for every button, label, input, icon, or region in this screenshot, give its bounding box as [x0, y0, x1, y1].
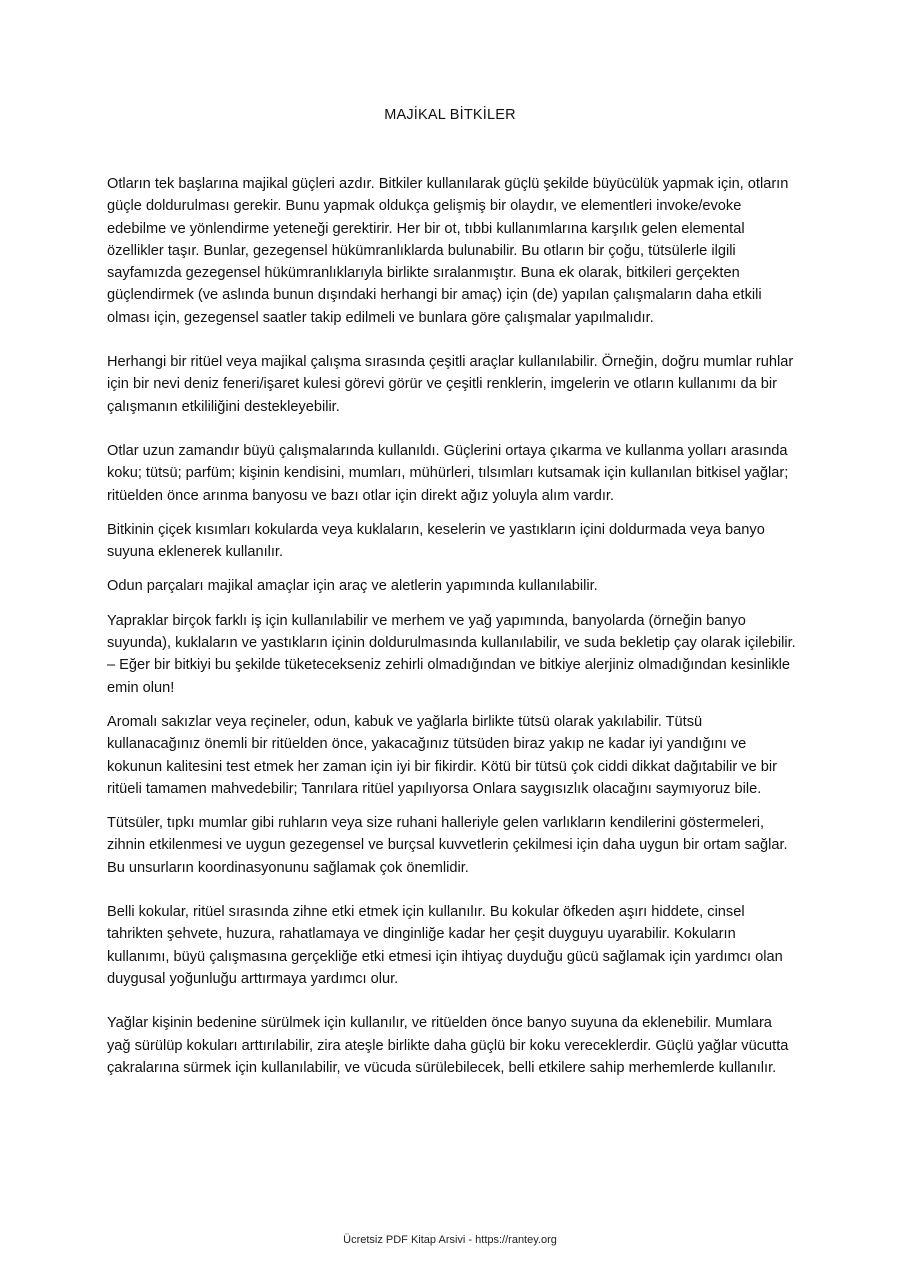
paragraph: Yağlar kişinin bedenine sürülmek için kullanılır, ve ritüelden önce banyo suyuna da eklenebilir. Mumlara yağ sürülüp kokuları arttırılabilir, zira ateşle birlikte daha güçlü bir koku vereceklerdir. Güçlü yağlar vücutta çakralarına sürmek için kullanılabilir, ve vücuda sürülebilecek, belli etkilere sahip merhemlerde kullanılır. [107, 1015, 789, 1076]
paragraph: Otlar uzun zamandır büyü çalışmalarında kullanıldı. Güçlerini ortaya çıkarma ve kullanma yolları arasında koku; tütsü; parfüm; kişinin kendisini, mumları, mühürleri, tılsımları kutsamak için kullanılan bitkisel yağlar; ritüelden önce arınma banyosu ve bazı otlar için direkt ağız yoluyla alım vardır. [107, 442, 789, 504]
paragraph: Aromalı sakızlar veya reçineler, odun, kabuk ve yağlarla birlikte tütsü olarak yakılabilir. Tütsü kullanacağınız önemli bir ritüelden önce, yakacağınız tütsüden biraz yakıp ne kadar iyi yandığını ve kokunun kalitesini test etmek her zaman için iyi bir fikirdir. Kötü bir tütsü çok ciddi dikkat dağıtabilir ve bir ritüeli tamamen mahvedebilir; Tanrılara ritüel yapılıyorsa Onlara saygısızlık olacağını saymıyoruz bile. [107, 713, 777, 797]
document-title: MAJİKAL BİTKİLER [384, 107, 516, 123]
paragraph: Yapraklar birçok farklı iş için kullanılabilir ve merhem ve yağ yapımında, banyolarda (örneğin banyo suyunda), kuklaların ve yastıkların içinin doldurulmasında kullanılabilir, ve suda bekletip çay olarak içilebilir. – Eğer bir bitkiyi bu şekilde tüketecekseniz zehirli olmadığından ve bitkiye alerjiniz olmadığından kesinlikle emin olun! [107, 612, 796, 696]
document-body [107, 173, 797, 1079]
paragraph: Belli kokular, ritüel sırasında zihne etki etmek için kullanılır. Bu kokular öfkeden aşırı hiddete, cinsel tahrikten şehvete, huzura, rahatlamaya ve dinginliğe kadar her çeşit duyguyu uyarabilir. Kokuların kullanımı, büyü çalışmasına gerçekliğe etki etmesi için ihtiyaç duyduğu gücü sağlamak için yardımcı olan duygusal yoğunluğu arttırmaya yardımcı olur. [107, 904, 783, 987]
paragraph: Tütsüler, tıpkı mumlar gibi ruhların veya size ruhani halleriyle gelen varlıkların kendilerini göstermeleri, zihnin etkilenmesi ve uygun gezegensel ve burçsal kuvvetlerin çekilmesi için daha uygun bir ortam sağlar. Bu unsurların koordinasyonunu sağlamak çok önemlidir. [107, 815, 788, 876]
page-footer: Ücretsiz PDF Kitap Arsivi - https://rantey.org [343, 1234, 557, 1246]
paragraph: Otların tek başlarına majikal güçleri azdır. Bitkiler kullanılarak güçlü şekilde büyücülük yapmak için, otların güçle doldurulması gerekir. Bunu yapmak oldukça gelişmiş bir olaydır, ve elementleri invoke/evoke edebilme ve yönlendirme yeteneği gerektirir. Her bir ot, tıbbi kullanımlarına karşılık gelen elemental özellikler taşır. Bunlar, gezegensel hükümranlıklarda bulunabilir. Bu otların bir çoğu, tütsülerle ilgili sayfamızda gezegensel hükümranlıklarıyla birlikte sıralanmıştır. Buna ek olarak, bitkileri gerçekten güçlendirmek (ve aslında bunun dışındaki herhangi bir amaç) için (de) yapılan çalışmaların daha etkili olması için, gezegensel saatler takip edilmeli ve bunlara göre çalışmalar yapılmalıdır. [107, 176, 789, 326]
paragraph: Bitkinin çiçek kısımları kokularda veya kuklaların, keselerin ve yastıkların içini doldurmada veya banyo suyuna eklenerek kullanılır. [107, 521, 765, 561]
paragraph: Herhangi bir ritüel veya majikal çalışma sırasında çeşitli araçlar kullanılabilir. Örneğin, doğru mumlar ruhlar için bir nevi deniz feneri/işaret kulesi görevi görür ve çeşitli renklerin, imgelerin ve otların kullanımı da bir çalışmanın etkililiğini destekleyebilir. [107, 354, 794, 415]
paragraph: Odun parçaları majikal amaçlar için araç ve aletlerin yapımında kullanılabilir. [107, 578, 598, 595]
